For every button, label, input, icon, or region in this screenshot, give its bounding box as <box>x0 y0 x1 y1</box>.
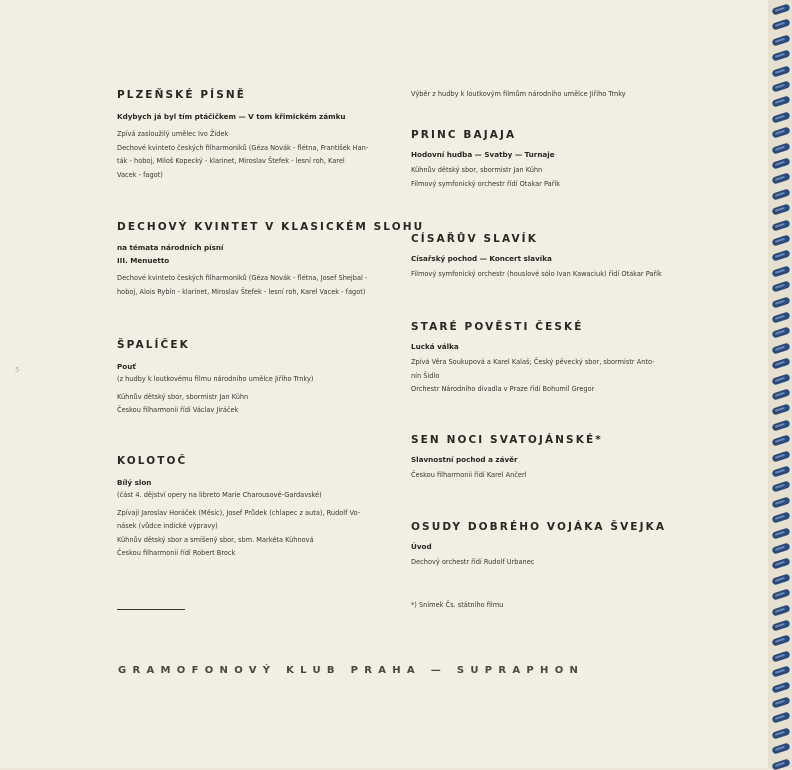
binding-ring <box>771 712 790 724</box>
section-kolotoc <box>117 455 397 561</box>
binding-ring <box>771 650 790 662</box>
binding-ring <box>771 219 790 231</box>
binding-ring <box>771 604 790 616</box>
credit-line: Zpívá Věra Soukupová a Karel Kalaš; Český pěvecký sbor, sbormistr Anto- <box>411 358 655 366</box>
credit-line: Českou filharmonii řídí Robert Brock <box>117 549 236 557</box>
spiral-binding <box>768 0 792 768</box>
binding-ring <box>771 496 790 508</box>
binding-ring <box>771 727 790 739</box>
binding-ring <box>771 311 790 323</box>
credit-line: Orchestr Národního divadla v Praze řídí Bohumil Gregor <box>411 385 595 393</box>
track-subtitle: Lucká válka <box>411 342 459 351</box>
binding-ring <box>771 96 790 108</box>
footnote-rule <box>117 609 185 610</box>
binding-ring <box>771 173 790 185</box>
footnote <box>411 599 711 613</box>
credit-line: Dechový orchestr řídí Rudolf Urbanec <box>411 558 535 566</box>
binding-ring <box>771 450 790 462</box>
credit-line: Kühnův dětský sbor, sbormistr Jan Kühn <box>117 392 249 401</box>
track-subtitle: Slavnostní pochod a závěr <box>411 455 518 464</box>
section-plzenske-pisne <box>117 89 397 182</box>
right-intro <box>411 88 711 102</box>
binding-ring <box>771 635 790 647</box>
credit-line: Kühnův dětský sbor a smíšený sbor, sbm. Markéta Kühnová <box>117 535 314 544</box>
binding-ring <box>771 542 790 554</box>
track-subtitle: Kdybych já byl tím ptáčičkem — V tom křimickém zámku <box>117 112 346 121</box>
binding-ring <box>771 619 790 631</box>
binding-ring <box>771 188 790 200</box>
binding-ring <box>771 327 790 339</box>
binding-ring <box>771 342 790 354</box>
section-title: SEN NOCI SVATOJÁNSKÉ* <box>411 434 603 446</box>
binding-ring <box>771 234 790 246</box>
binding-ring <box>771 80 790 92</box>
credit-line: Dechové kvinteto českých filharmoniků (Géza Novák - flétna, František Han- <box>117 143 369 152</box>
credit-line: Českou filharmonii řídí Karel Ančerl <box>411 471 527 479</box>
section-title: OSUDY DOBRÉHO VOJÁKA ŠVEJKA <box>411 521 667 533</box>
credit-line: nín Šidlo <box>411 371 440 380</box>
binding-ring <box>771 157 790 169</box>
section-title: CÍSAŘŮV SLAVÍK <box>411 233 538 245</box>
binding-ring <box>771 388 790 400</box>
binding-ring <box>771 743 790 755</box>
track-subtitle: III. Menuetto <box>117 256 170 265</box>
binding-ring <box>771 681 790 693</box>
section-title: PLZEŇSKÉ PÍSNĚ <box>117 89 247 101</box>
section-title: ŠPALÍČEK <box>117 339 190 351</box>
binding-ring <box>771 281 790 293</box>
credit-line: (z hudby k loutkovému filmu národního umělce Jiřího Trnky) <box>117 375 314 383</box>
section-title: DECHOVÝ KVINTET V KLASICKÉM SLOHU <box>117 221 425 233</box>
binding-ring <box>771 204 790 216</box>
section-princ-bajaja <box>411 129 711 191</box>
binding-ring <box>771 404 790 416</box>
binding-ring <box>771 50 790 62</box>
binding-ring <box>771 527 790 539</box>
margin-mark: 5 <box>15 366 20 374</box>
binding-ring <box>771 3 790 15</box>
binding-ring <box>771 558 790 570</box>
binding-ring <box>771 127 790 139</box>
binding-ring <box>771 589 790 601</box>
binding-ring <box>771 19 790 31</box>
credit-line: (část 4. dějství opery na libreto Marie Charousové-Gardavské) <box>117 491 322 499</box>
binding-ring <box>771 373 790 385</box>
credit-line: ták - hoboj, Miloš Kopecký - klarinet, Miroslav Štefek - lesní roh, Karel <box>117 157 345 165</box>
track-subtitle: Císařský pochod — Koncert slavíka <box>411 254 552 263</box>
binding-ring <box>771 358 790 370</box>
section-title: KOLOTOČ <box>117 455 188 467</box>
binding-ring <box>771 34 790 46</box>
credit-line: Zpívá zasloužilý umělec Ivo Žídek <box>117 130 229 138</box>
binding-ring <box>771 696 790 708</box>
track-subtitle: Bílý slon <box>117 478 152 487</box>
section-spalicek <box>117 339 397 418</box>
credit-line: Filmový symfonický orchestr (houslové sólo Ivan Kawaciuk) řídí Otakar Pařík <box>411 270 662 278</box>
binding-ring <box>771 465 790 477</box>
binding-ring <box>771 65 790 77</box>
intro-line: Výběr z hudby k loutkovým filmům národního umělce Jiřího Trnky <box>411 90 626 98</box>
footnote-text: *) Snímek Čs. státního filmu <box>411 601 504 609</box>
section-cisaruv-slavik <box>411 233 711 282</box>
binding-ring <box>771 758 790 770</box>
section-title: STARÉ POVĚSTI ČESKÉ <box>411 321 584 333</box>
section-title: PRINC BAJAJA <box>411 129 517 141</box>
footer-publisher: GRAMOFONOVÝ KLUB PRAHA — SUPRAPHON <box>118 665 585 676</box>
binding-ring <box>771 111 790 123</box>
track-subtitle: na témata národních písní <box>117 243 224 252</box>
section-sen-noci <box>411 434 711 483</box>
binding-ring <box>771 481 790 493</box>
credit-line: Zpívají Jaroslav Horáček (Měsíc), Josef Průdek (chlapec z auta), Rudolf Vo- <box>117 508 361 517</box>
binding-ring <box>771 265 790 277</box>
credit-line: Vacek - fagot) <box>117 170 163 179</box>
binding-ring <box>771 435 790 447</box>
binding-ring <box>771 142 790 154</box>
track-subtitle: Hodovní hudba — Svatby — Turnaje <box>411 150 555 159</box>
credit-line: Kühnův dětský sbor, sbormistr Jan Kühn <box>411 166 543 174</box>
binding-ring <box>771 573 790 585</box>
credit-line: Českou filharmonii řídí Václav Jiráček <box>117 406 239 414</box>
credit-line: Dechové kvinteto českých filharmoniků (Géza Novák - flétna, Josef Shejbal - <box>117 274 368 282</box>
credit-line: Filmový symfonický orchestr řídí Otakar Pařík <box>411 179 561 188</box>
binding-ring <box>771 666 790 678</box>
section-dechovy-kvintet <box>117 221 425 299</box>
binding-ring <box>771 250 790 262</box>
section-osudy-svejka <box>411 521 711 570</box>
credit-line: násek (vůdce indické výpravy) <box>117 522 218 530</box>
binding-ring <box>771 419 790 431</box>
binding-ring <box>771 512 790 524</box>
track-subtitle: Pouť <box>117 362 136 371</box>
credit-line: hoboj, Alois Rybín - klarinet, Miroslav Štefek - lesní roh, Karel Vacek - fagot) <box>117 287 366 296</box>
track-subtitle: Úvod <box>411 542 432 551</box>
binding-ring <box>771 296 790 308</box>
section-stare-povesti <box>411 321 711 397</box>
